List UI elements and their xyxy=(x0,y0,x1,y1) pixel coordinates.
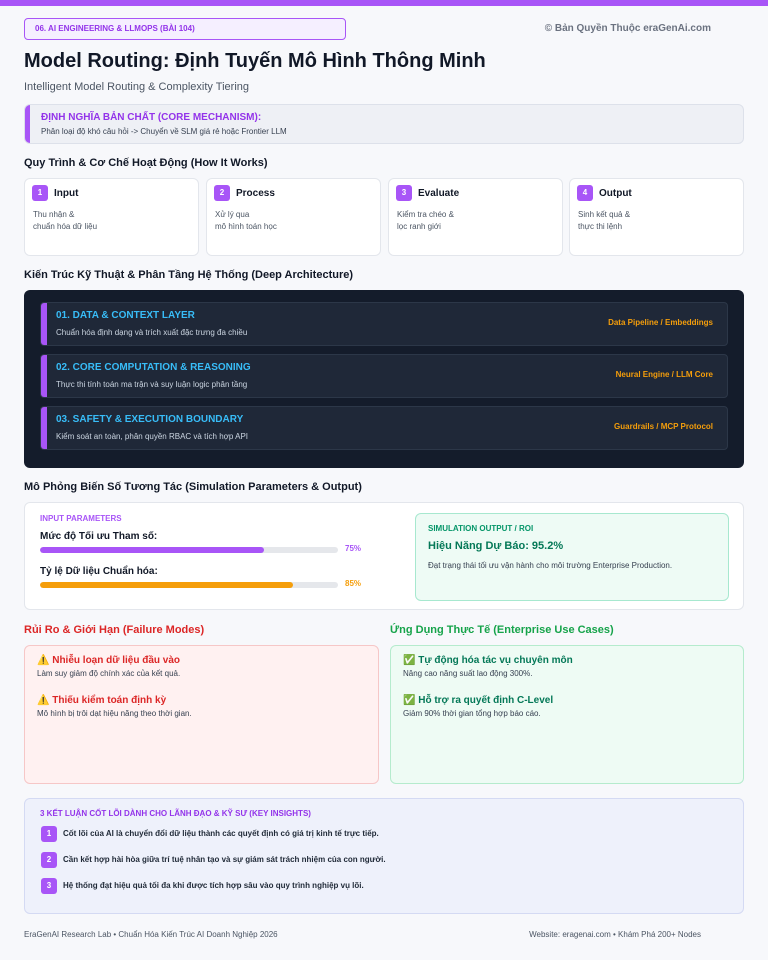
simulation-output-box xyxy=(415,513,729,601)
layer-accent-bar xyxy=(41,355,47,397)
risks-box xyxy=(24,645,379,784)
footer-left: EraGenAI Research Lab • Chuẩn Hóa Kiến Trúc AI Doanh Nghiệp 2026 xyxy=(24,930,278,939)
architecture-heading: Kiến Trúc Kỹ Thuật & Phân Tầng Hệ Thống (Deep Architecture) xyxy=(24,269,354,281)
insight-number: 2 xyxy=(41,852,57,868)
step-description: Thu nhận & chuẩn hóa dữ liệu xyxy=(33,210,98,231)
use-case-description: Giảm 90% thời gian tổng hợp báo cáo. xyxy=(403,709,541,718)
layer-accent-bar xyxy=(41,303,47,345)
key-insights-panel xyxy=(24,798,744,914)
layer-description: Chuẩn hóa định dạng và trích xuất đặc trưng đa chiều xyxy=(56,328,248,337)
insights-heading: 3 KẾT LUẬN CỐT LÕI DÀNH CHO LÃNH ĐẠO & KỸ SƯ (KEY INSIGHTS) xyxy=(40,809,311,818)
layer-tag: Neural Engine / LLM Core xyxy=(615,370,713,379)
page-title: Model Routing: Định Tuyến Mô Hình Thông Minh xyxy=(24,50,486,72)
layer-title: 03. SAFETY & EXECUTION BOUNDARY xyxy=(56,414,244,425)
step-label: Input xyxy=(54,188,79,199)
risk-item-title: ⚠️ Nhiễu loạn dữ liệu đầu vào xyxy=(37,655,181,666)
copyright-notice: © Bản Quyền Thuộc eraGenAi.com xyxy=(544,23,711,34)
layer-title: 01. DATA & CONTEXT LAYER xyxy=(56,310,195,321)
architecture-layer-safety xyxy=(40,406,728,450)
use-cases-heading: Ứng Dụng Thực Tế (Enterprise Use Cases) xyxy=(390,624,614,636)
risk-item-description: Mô hình bị trôi dạt hiệu năng theo thời gian. xyxy=(37,709,192,718)
layer-tag: Guardrails / MCP Protocol xyxy=(614,422,713,431)
page-subtitle: Intelligent Model Routing & Complexity Tiering xyxy=(24,81,250,93)
insight-text: Cần kết hợp hài hòa giữa trí tuệ nhân tạo và sự giám sát trách nhiệm của con người. xyxy=(63,855,386,864)
definition-title: ĐỊNH NGHĨA BẢN CHẤT (CORE MECHANISM): xyxy=(41,112,262,123)
param-slider-fill xyxy=(40,547,264,553)
use-cases-box xyxy=(390,645,744,784)
definition-box xyxy=(24,104,744,144)
step-number: 4 xyxy=(577,185,593,201)
step-number: 2 xyxy=(214,185,230,201)
param-label: Mức độ Tối ưu Tham số: xyxy=(40,531,158,542)
layer-accent-bar xyxy=(41,407,47,449)
simulation-panel xyxy=(24,502,744,610)
definition-text: Phân loại độ khó câu hỏi -> Chuyển về SLM giá rẻ hoặc Frontier LLM xyxy=(41,127,287,136)
input-parameters-heading: INPUT PARAMETERS xyxy=(40,514,122,523)
category-badge: 06. AI ENGINEERING & LLMOPS (BÀI 104) xyxy=(24,18,346,40)
architecture-layer-data xyxy=(40,302,728,346)
output-heading: SIMULATION OUTPUT / ROI xyxy=(428,524,534,533)
footer-right: Website: eragenai.com • Khám Phá 200+ Nodes xyxy=(529,930,701,939)
simulation-heading: Mô Phỏng Biến Số Tương Tác (Simulation Parameters & Output) xyxy=(24,481,362,493)
output-description: Đạt trạng thái tối ưu vận hành cho môi trường Enterprise Production. xyxy=(428,561,673,570)
definition-accent-bar xyxy=(25,105,30,143)
step-description: Sinh kết quả & thực thi lệnh xyxy=(578,210,631,231)
use-case-title: ✅ Hỗ trợ ra quyết định C-Level xyxy=(403,695,554,706)
step-card-evaluate xyxy=(388,178,563,256)
step-card-process xyxy=(206,178,381,256)
layer-tag: Data Pipeline / Embeddings xyxy=(608,318,713,327)
output-value: Hiệu Năng Dự Báo: 95.2% xyxy=(428,540,564,552)
use-case-description: Nâng cao năng suất lao động 300%. xyxy=(403,669,533,678)
insight-number: 1 xyxy=(41,826,57,842)
step-card-output xyxy=(569,178,744,256)
insight-text: Cốt lõi của AI là chuyển đổi dữ liệu thành các quyết định có giá trị kinh tế trực tiếp. xyxy=(63,829,379,838)
step-label: Process xyxy=(236,188,275,199)
param-slider-track[interactable] xyxy=(40,582,338,588)
step-description: Xử lý qua mô hình toán học xyxy=(215,210,277,231)
param-value: 85% xyxy=(345,579,362,588)
param-slider-track[interactable] xyxy=(40,547,338,553)
insight-text: Hệ thống đạt hiệu quả tối đa khi được tích hợp sâu vào quy trình nghiệp vụ lõi. xyxy=(63,881,364,890)
architecture-panel xyxy=(24,290,744,468)
layer-description: Kiểm soát an toàn, phân quyền RBAC và tích hợp API xyxy=(56,432,249,441)
process-heading: Quy Trình & Cơ Chế Hoạt Động (How It Works) xyxy=(24,157,268,169)
layer-title: 02. CORE COMPUTATION & REASONING xyxy=(56,362,251,373)
insight-number: 3 xyxy=(41,878,57,894)
step-description: Kiểm tra chéo & lọc ranh giới xyxy=(397,210,454,231)
use-case-title: ✅ Tự động hóa tác vụ chuyên môn xyxy=(403,655,573,666)
architecture-layer-core xyxy=(40,354,728,398)
risks-heading: Rủi Ro & Giới Hạn (Failure Modes) xyxy=(24,624,205,636)
param-slider-fill xyxy=(40,582,293,588)
step-label: Output xyxy=(599,188,632,199)
layer-description: Thực thi tính toán ma trận và suy luận logic phân tầng xyxy=(56,380,248,389)
param-value: 75% xyxy=(345,544,362,553)
step-card-input xyxy=(24,178,199,256)
risk-item-title: ⚠️ Thiếu kiểm toán định kỳ xyxy=(37,695,167,706)
process-steps xyxy=(24,178,744,256)
param-label: Tỷ lệ Dữ liệu Chuẩn hóa: xyxy=(40,566,158,577)
top-accent-bar xyxy=(0,0,768,6)
step-label: Evaluate xyxy=(418,188,460,199)
risk-item-description: Làm suy giảm độ chính xác của kết quả. xyxy=(37,669,181,678)
step-number: 1 xyxy=(32,185,48,201)
step-number: 3 xyxy=(396,185,412,201)
